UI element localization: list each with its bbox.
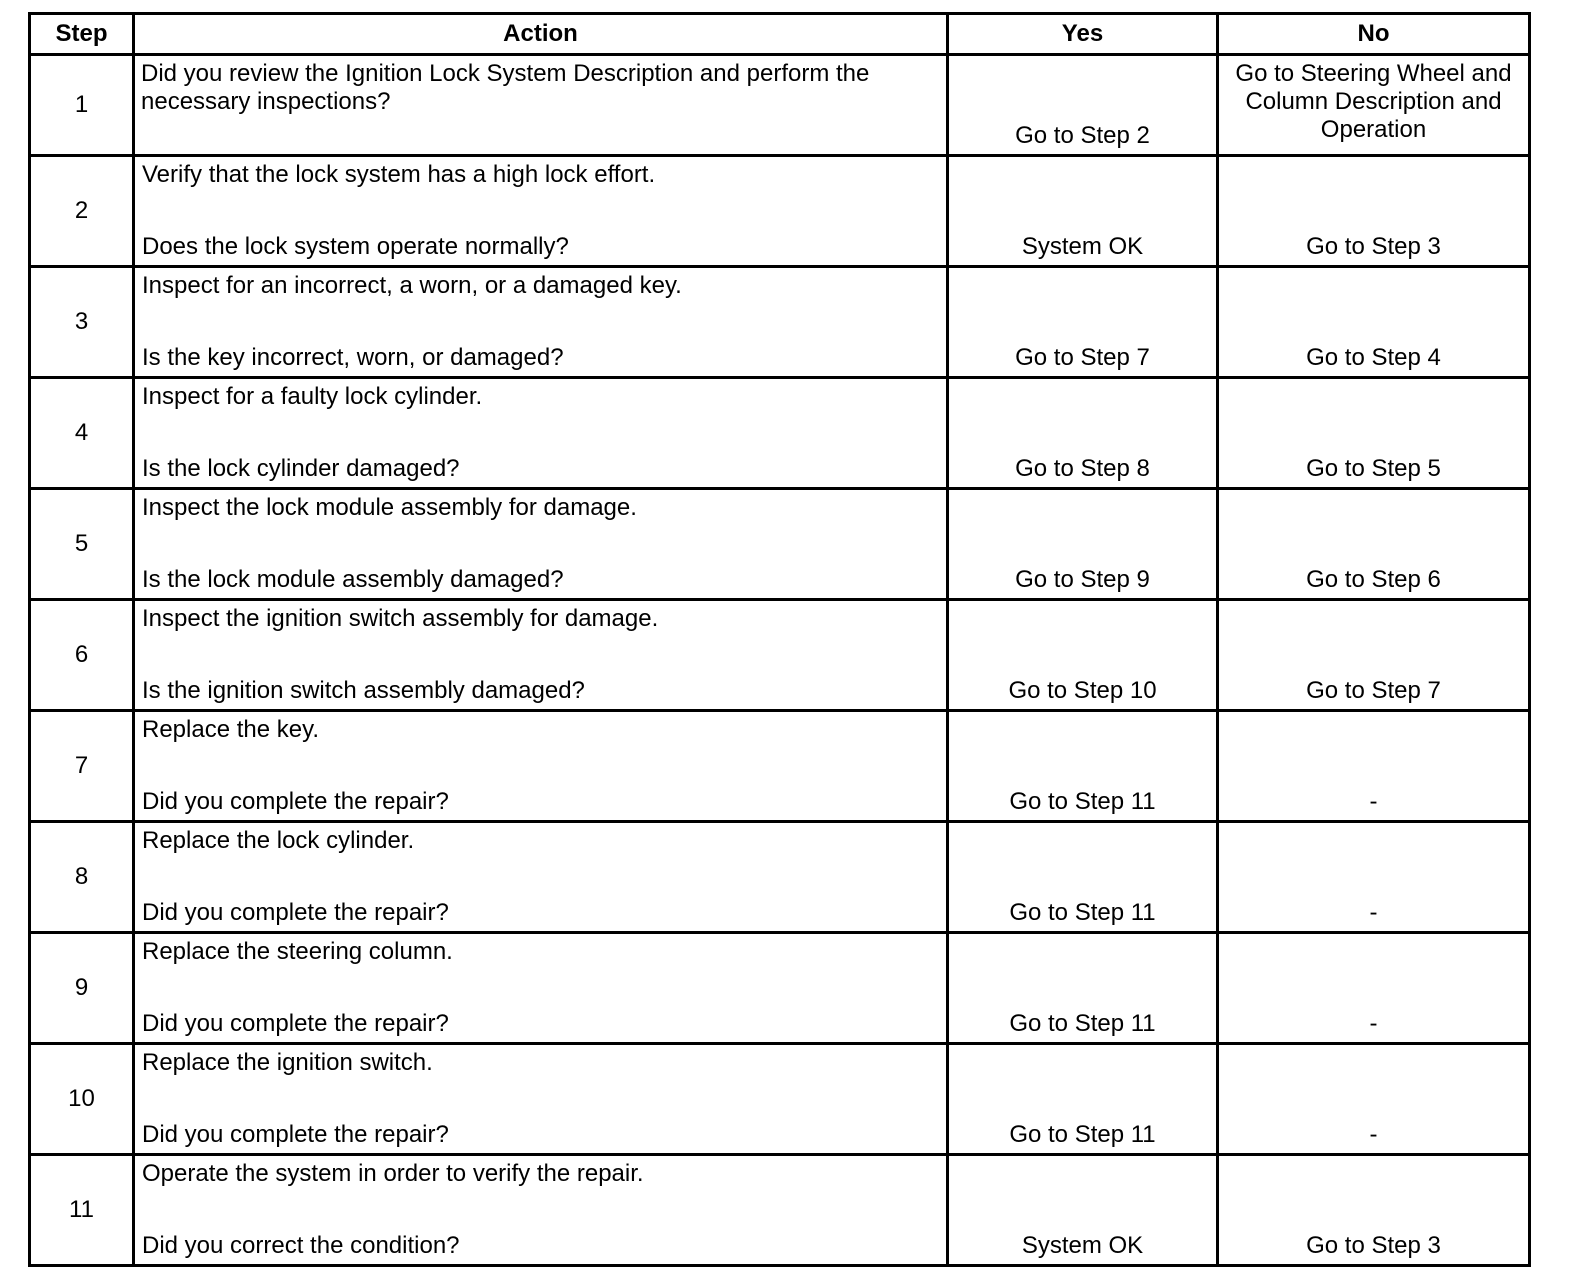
- table-row: [30, 711, 1530, 822]
- step-number: 9: [30, 933, 134, 1044]
- step-number: 2: [30, 156, 134, 267]
- table-row: [30, 489, 1530, 600]
- action-text: Inspect the lock module assembly for damage.: [142, 494, 637, 521]
- action-cell: [134, 489, 948, 600]
- header-action: Action: [134, 14, 948, 55]
- yes-result: Go to Step 11: [948, 933, 1218, 1044]
- action-text: Verify that the lock system has a high lock effort.: [142, 161, 656, 188]
- action-cell: [134, 822, 948, 933]
- action-text: Operate the system in order to verify the repair.: [142, 1160, 644, 1187]
- table-row: [30, 1044, 1530, 1155]
- step-number: 6: [30, 600, 134, 711]
- no-result: -: [1218, 933, 1530, 1044]
- action-question: Did you correct the condition?: [142, 1232, 460, 1259]
- action-cell: [134, 600, 948, 711]
- yes-result: Go to Step 11: [948, 1044, 1218, 1155]
- action-cell: [134, 156, 948, 267]
- action-question: Did you complete the repair?: [142, 788, 449, 815]
- step-number: 4: [30, 378, 134, 489]
- action-cell: [134, 933, 948, 1044]
- action-question: Is the ignition switch assembly damaged?: [142, 677, 585, 704]
- table-row: [30, 267, 1530, 378]
- action-question: Did you complete the repair?: [142, 1010, 449, 1037]
- yes-result: Go to Step 2: [948, 55, 1218, 156]
- action-cell: [134, 55, 948, 156]
- action-question: Did you complete the repair?: [142, 1121, 449, 1148]
- step-number: 7: [30, 711, 134, 822]
- action-cell: [134, 711, 948, 822]
- action-cell: [134, 1155, 948, 1266]
- no-result: Go to Step 5: [1218, 378, 1530, 489]
- yes-result: Go to Step 8: [948, 378, 1218, 489]
- action-text: Replace the steering column.: [142, 938, 453, 965]
- no-result: Go to Steering Wheel and Column Description and Operation: [1218, 55, 1530, 156]
- action-question: Is the lock cylinder damaged?: [142, 455, 460, 482]
- table-row: [30, 378, 1530, 489]
- action-text: Did you review the Ignition Lock System Description and perform the necessary inspections?: [141, 60, 870, 115]
- no-result: -: [1218, 1044, 1530, 1155]
- step-number: 3: [30, 267, 134, 378]
- yes-result: System OK: [948, 1155, 1218, 1266]
- action-question: Did you complete the repair?: [142, 899, 449, 926]
- action-cell: [134, 378, 948, 489]
- yes-result: Go to Step 7: [948, 267, 1218, 378]
- no-result: Go to Step 3: [1218, 156, 1530, 267]
- table-row: [30, 156, 1530, 267]
- action-question: Is the lock module assembly damaged?: [142, 566, 564, 593]
- yes-result: System OK: [948, 156, 1218, 267]
- step-number: 5: [30, 489, 134, 600]
- step-number: 11: [30, 1155, 134, 1266]
- action-question: Does the lock system operate normally?: [142, 233, 569, 260]
- table-row: [30, 1155, 1530, 1266]
- diagnostic-table: [28, 12, 1531, 1267]
- no-result: -: [1218, 822, 1530, 933]
- yes-result: Go to Step 11: [948, 711, 1218, 822]
- header-row: [30, 14, 1530, 55]
- action-text: Replace the lock cylinder.: [142, 827, 415, 854]
- action-text: Replace the key.: [142, 716, 319, 743]
- header-no: No: [1218, 14, 1530, 55]
- no-result: -: [1218, 711, 1530, 822]
- action-cell: [134, 1044, 948, 1155]
- no-result: Go to Step 3: [1218, 1155, 1530, 1266]
- action-text: Inspect the ignition switch assembly for damage.: [142, 605, 659, 632]
- table-row: [30, 600, 1530, 711]
- step-number: 10: [30, 1044, 134, 1155]
- yes-result: Go to Step 9: [948, 489, 1218, 600]
- yes-result: Go to Step 10: [948, 600, 1218, 711]
- step-number: 1: [30, 55, 134, 156]
- no-result: Go to Step 4: [1218, 267, 1530, 378]
- table-row: [30, 933, 1530, 1044]
- header-yes: Yes: [948, 14, 1218, 55]
- action-text: Replace the ignition switch.: [142, 1049, 433, 1076]
- action-cell: [134, 267, 948, 378]
- action-question: Is the key incorrect, worn, or damaged?: [142, 344, 564, 371]
- action-text: Inspect for an incorrect, a worn, or a damaged key.: [142, 272, 682, 299]
- table-row: [30, 55, 1530, 156]
- step-number: 8: [30, 822, 134, 933]
- no-result: Go to Step 6: [1218, 489, 1530, 600]
- yes-result: Go to Step 11: [948, 822, 1218, 933]
- header-step: Step: [30, 14, 134, 55]
- table-row: [30, 822, 1530, 933]
- no-result: Go to Step 7: [1218, 600, 1530, 711]
- action-text: Inspect for a faulty lock cylinder.: [142, 383, 483, 410]
